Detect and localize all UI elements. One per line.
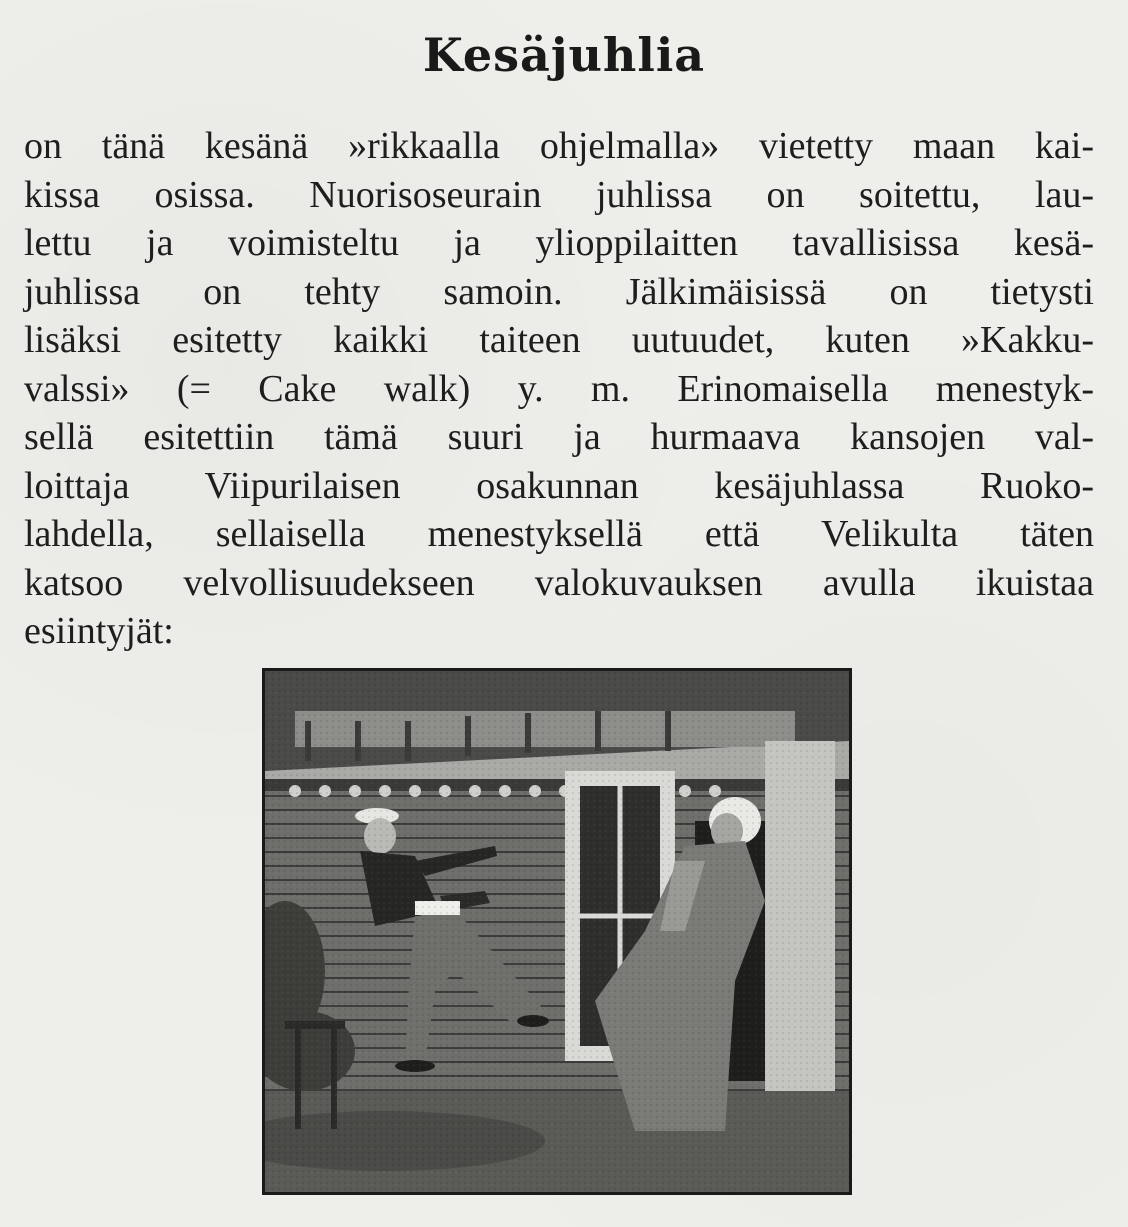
paragraph-line: lahdella, sellaisella menestyksellä että Velikulta täten xyxy=(24,513,1094,555)
paragraph-line: katsoo velvollisuudekseen valokuvauksen avulla ikuistaa xyxy=(24,561,1094,604)
article-body xyxy=(24,122,1094,656)
paragraph-line: loittaja Viipurilaisen osakunnan kesäjuhlassa Ruoko- xyxy=(24,464,1094,507)
paragraph-line: juhlissa on tehty samoin. Jälkimäisissä on tietysti xyxy=(24,270,1094,313)
article-title: Kesäjuhlia xyxy=(422,28,706,82)
paragraph-line: sellä esitettiin tämä suuri ja hurmaava kansojen val- xyxy=(24,416,1094,458)
paragraph-line: lettu ja voimisteltu ja ylioppilaitten tavallisissa kesä- xyxy=(24,222,1094,264)
article-photograph xyxy=(262,668,852,1195)
paragraph-line: valssi» (= Cake walk) y. m. Erinomaisella menestyk- xyxy=(24,367,1094,410)
paragraph-line: lisäksi esitetty kaikki taiteen uutuudet, kuten »Kakku- xyxy=(24,319,1094,361)
paragraph-line: on tänä kesänä »rikkaalla ohjelmalla» vietetty maan kai- xyxy=(24,125,1094,167)
paragraph-line: esiintyjät: xyxy=(24,610,174,652)
paragraph-line: kissa osissa. Nuorisoseurain juhlissa on soitettu, lau- xyxy=(24,173,1094,216)
